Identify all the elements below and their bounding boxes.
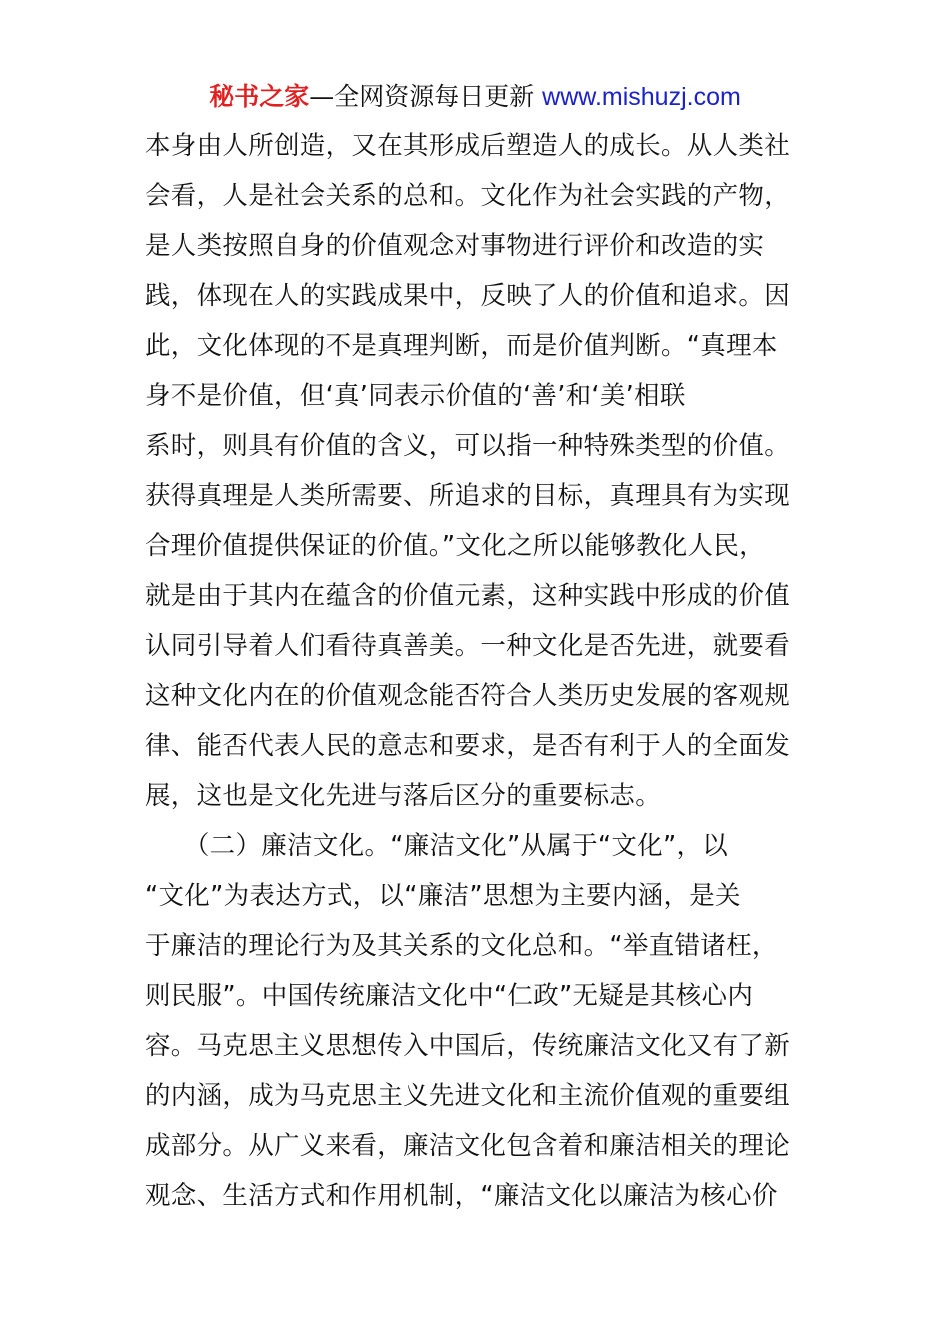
text-line: 容。马克思主义思想传入中国后，传统廉洁文化又有了新 <box>145 1031 791 1061</box>
text-line: 于廉洁的理论行为及其关系的文化总和。“举直错诸枉， <box>145 931 778 961</box>
text-line: 观念、生活方式和作用机制，“廉洁文化以廉洁为核心价 <box>145 1181 778 1211</box>
text-line: 就是由于其内在蕴含的价值元素，这种实践中形成的价值 <box>145 581 791 611</box>
text-line: 本身由人所创造，又在其形成后塑造人的成长。从人类社 <box>145 131 791 161</box>
text-line: 则民服”。中国传统廉洁文化中“仁政”无疑是其核心内 <box>145 981 754 1011</box>
text-line: 的内涵，成为马克思主义先进文化和主流价值观的重要组 <box>145 1081 791 1111</box>
site-brand: 秘书之家 <box>209 82 310 111</box>
text-line: 律、能否代表人民的意志和要求，是否有利于人的全面发 <box>145 731 791 761</box>
site-tagline: —全网资源每日更新 <box>309 82 543 111</box>
text-line: 展，这也是文化先进与落后区分的重要标志。 <box>145 781 662 811</box>
text-line: 认同引导着人们看待真善美。一种文化是否先进，就要看 <box>145 631 791 661</box>
text-line: 践，体现在人的实践成果中，反映了人的价值和追求。因 <box>145 281 791 311</box>
text-line: 系时，则具有价值的含义，可以指一种特殊类型的价值。 <box>145 431 791 461</box>
text-line: （二）廉洁文化。“廉洁文化”从属于“文化”，以 <box>145 831 729 861</box>
text-line: 会看，人是社会关系的总和。文化作为社会实践的产物， <box>145 181 791 211</box>
site-header <box>0 80 950 114</box>
text-line: 成部分。从广义来看，廉洁文化包含着和廉洁相关的理论 <box>145 1131 791 1161</box>
text-line: 此，文化体现的不是真理判断，而是价值判断。“真理本 <box>145 331 778 361</box>
text-line: 是人类按照自身的价值观念对事物进行评价和改造的实 <box>145 231 765 261</box>
text-line: 身不是价值，但‘真’同表示价值的‘善’和‘美’相联 <box>145 381 686 411</box>
text-line: 获得真理是人类所需要、所追求的目标，真理具有为实现 <box>145 481 791 511</box>
document-body <box>145 121 807 1221</box>
text-line: “文化”为表达方式，以“廉洁”思想为主要内涵，是关 <box>145 881 741 911</box>
text-line: 合理价值提供保证的价值。”文化之所以能够教化人民， <box>145 531 765 561</box>
site-url-link[interactable]: www.mishuzj.com <box>542 83 741 111</box>
text-line: 这种文化内在的价值观念能否符合人类历史发展的客观规 <box>145 681 791 711</box>
